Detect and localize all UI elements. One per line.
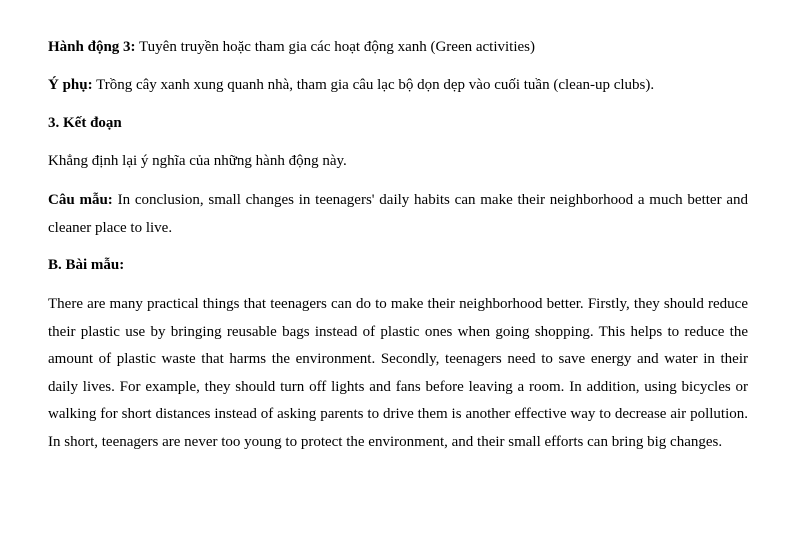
- conclusion-description: Khẳng định lại ý nghĩa của những hành động này.: [48, 153, 347, 169]
- sample-heading: B. Bài mẫu:: [48, 257, 125, 273]
- conclusion-heading: 3. Kết đoạn: [48, 115, 122, 131]
- sample-paragraph: There are many practical things that teenagers can do to make their neighborhood better. Firstly, they should reduce their plastic use by bringing reusable bags instead of plastic ones when going shopping. This helps to reduce the amount of plastic waste that harms the environment. Secondly, teenagers need to save energy and water in their daily lives. For example, they should turn off lights and fans before leaving a room. In addition, using bicycles or walking for short distances instead of asking parents to drive them is another effective way to decrease air pollution. In short, teenagers are never too young to protect the environment, and their small efforts can bring big changes.: [48, 296, 748, 450]
- sub-idea-text: Trồng cây xanh xung quanh nhà, tham gia câu lạc bộ dọn dẹp vào cuối tuần (clean-up clubs).: [92, 77, 655, 93]
- action-3-text: Tuyên truyền hoặc tham gia các hoạt động xanh (Green activities): [135, 39, 536, 55]
- action-3-line: [48, 34, 748, 62]
- sample-sentence-paragraph: [48, 187, 748, 242]
- sample-sentence-text: In conclusion, small changes in teenagers' daily habits can make their neighborhood a much better and cleaner place to live.: [48, 192, 748, 236]
- sample-sentence-label: Câu mẫu:: [48, 192, 113, 208]
- sub-idea-label: Ý phụ:: [48, 77, 93, 93]
- sub-idea-line: [48, 72, 748, 100]
- action-3-label: Hành động 3:: [48, 39, 136, 55]
